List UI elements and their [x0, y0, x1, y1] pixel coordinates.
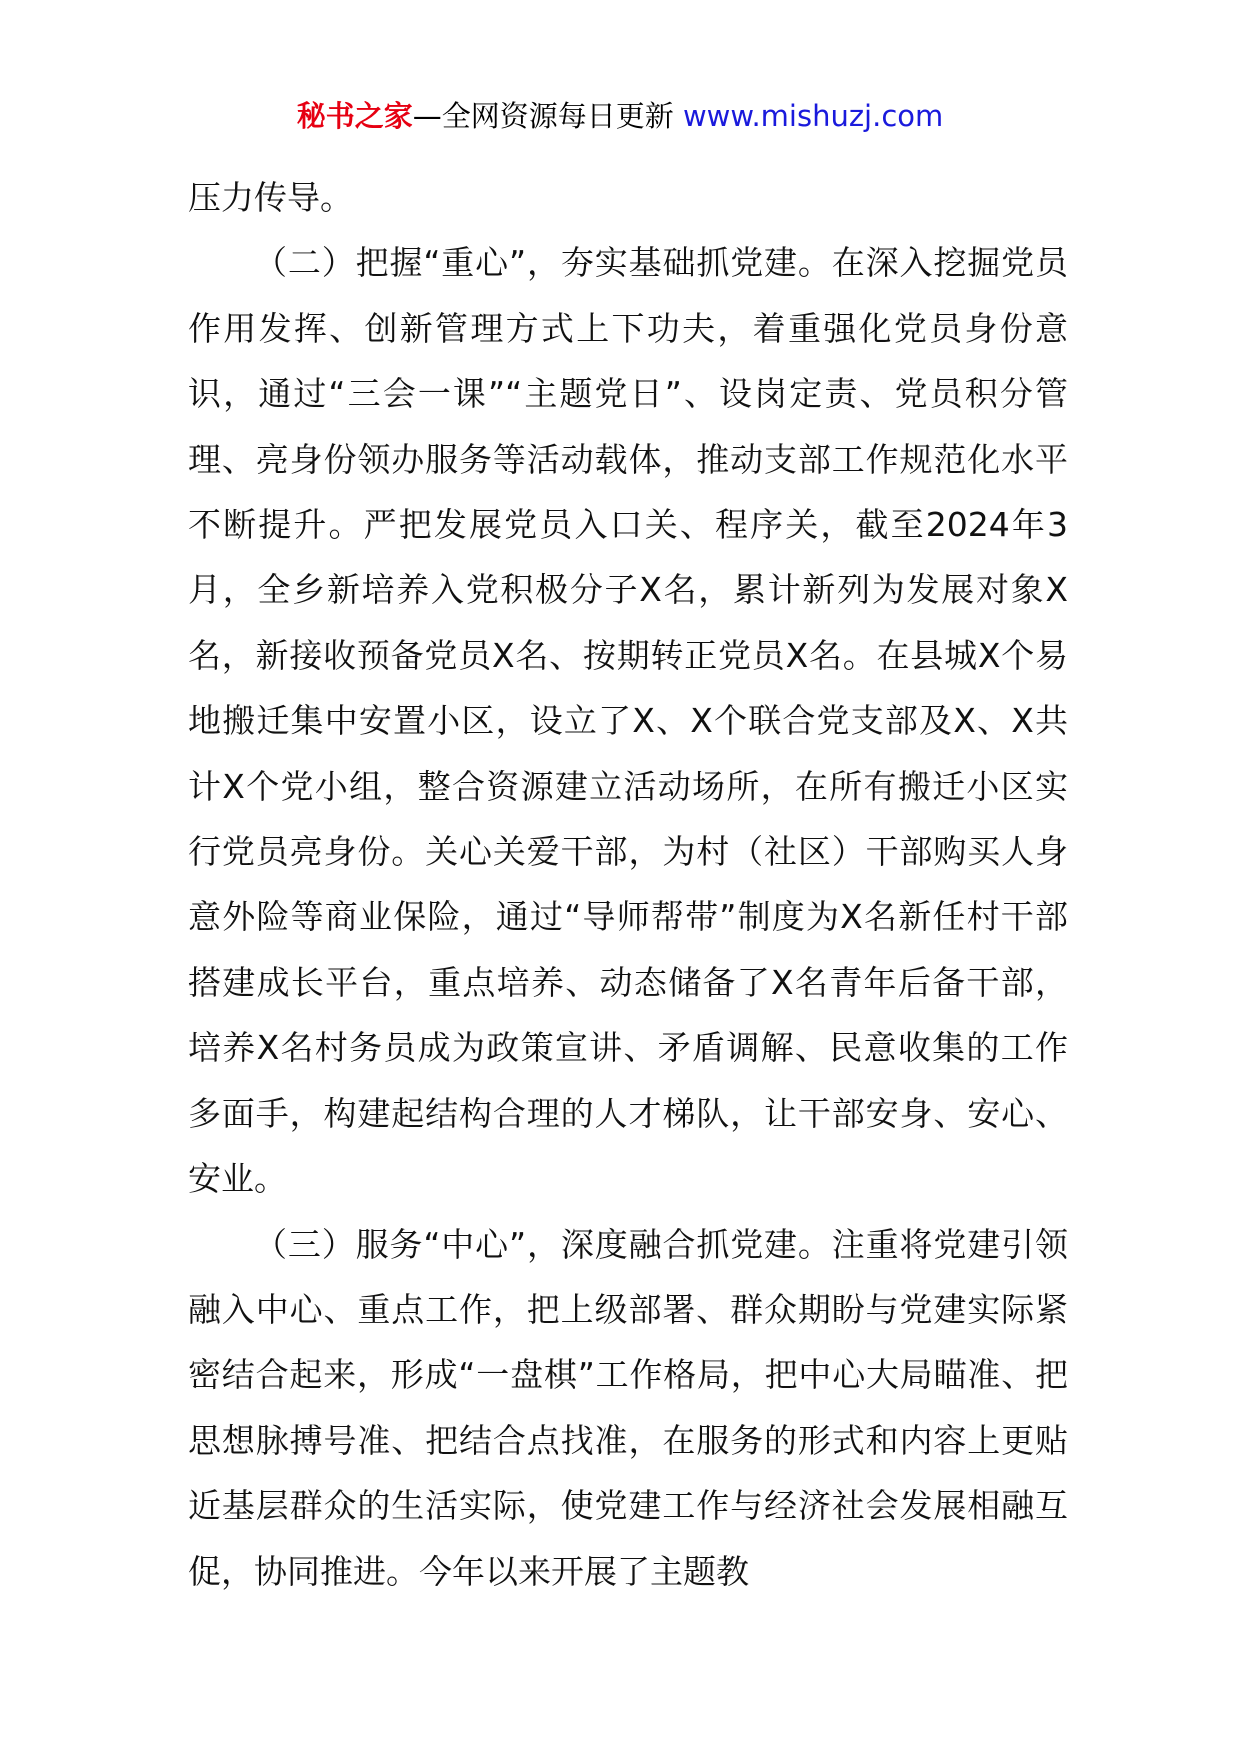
paragraph-section-two: （二）把握“重心”，夯实基础抓党建。在深入挖掘党员作用发挥、创新管理方式上下功夫，着重强化党员身份意识，通过“三会一课”“主题党日”、设岗定责、党员积分管理、亮身份领办服务等活动载体，推动支部工作规范化水平不断提升。严把发展党员入口关、程序关，截至2024年3月，全乡新培养入党积极分子X名，累计新列为发展对象X名，新接收预备党员X名、按期转正党员X名。在县城X个易地搬迁集中安置小区，设立了X、X个联合党支部及X、X共计X个党小组，整合资源建立活动场所，在所有搬迁小区实行党员亮身份。关心关爱干部，为村（社区）干部购买人身意外险等商业保险，通过“导师帮带”制度为X名新任村干部搭建成长平台，重点培养、动态储备了X名青年后备干部，培养X名村务员成为政策宣讲、矛盾调解、民意收集的工作多面手，构建起结构合理的人才梯队，让干部安身、安心、安业。	[188, 243, 1068, 1199]
site-header-banner	[0, 96, 1240, 136]
paragraph-section-three: （三）服务“中心”，深度融合抓党建。注重将党建引领融入中心、重点工作，把上级部署、群众期盼与党建实际紧密结合起来，形成“一盘棋”工作格局，把中心大局瞄准、把思想脉搏号准、把结合点找准，在服务的形式和内容上更贴近基层群众的生活实际，使党建工作与经济社会发展相融互促，协同推进。今年以来开展了主题教	[188, 1224, 1068, 1591]
document-body	[188, 165, 1068, 1604]
site-url-link[interactable]: www.mishuzj.com	[682, 99, 944, 133]
brand-name: 秘书之家	[296, 99, 413, 133]
paragraph-continuation: 压力传导。	[188, 178, 353, 217]
header-tagline: —全网资源每日更新	[412, 99, 674, 133]
